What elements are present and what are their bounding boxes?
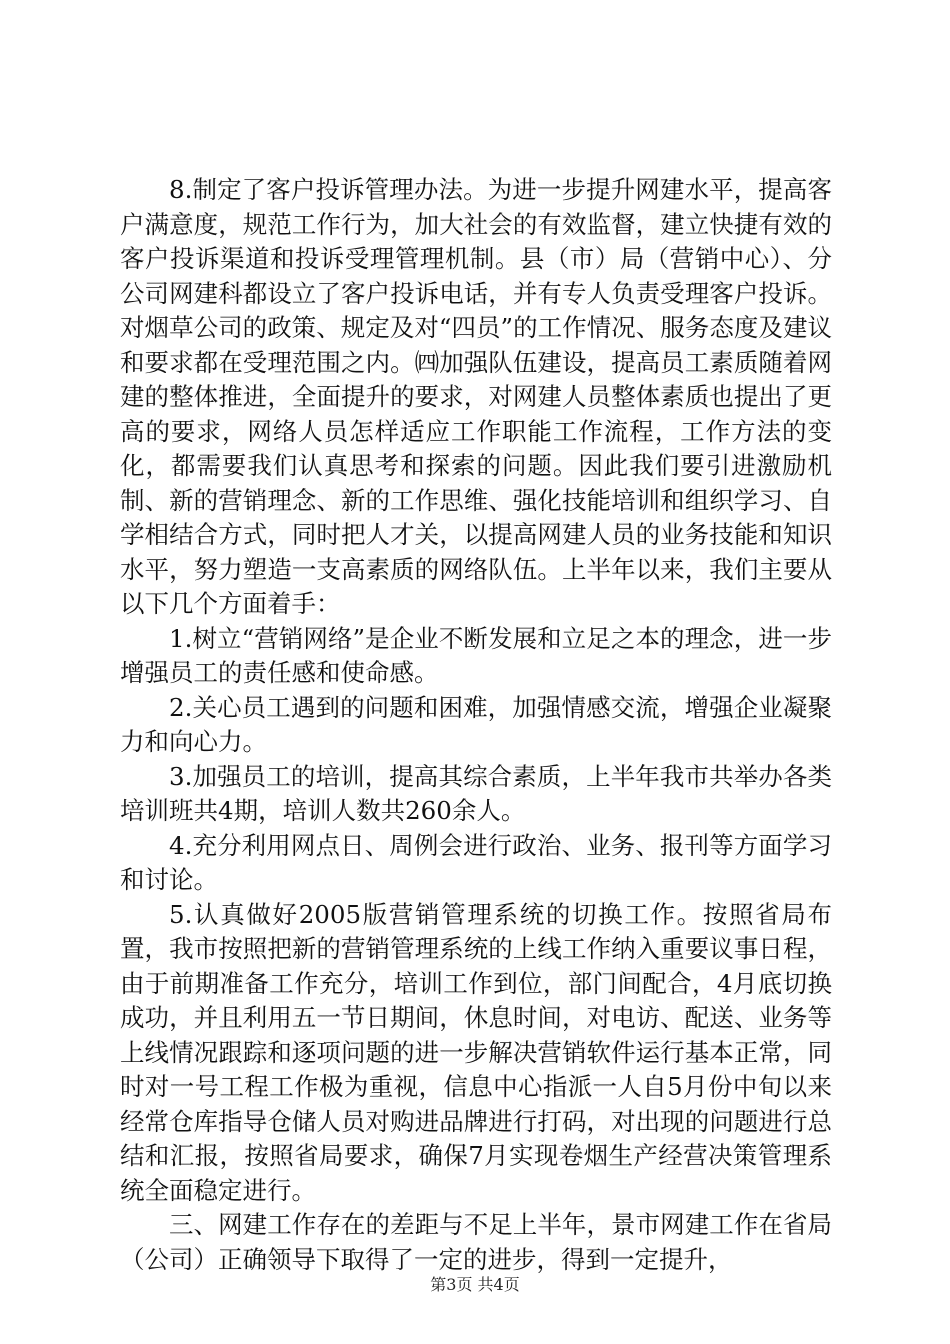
paragraph-item-1: 1.树立“营销网络”是企业不断发展和立足之本的理念，进一步增强员工的责任感和使命感。: [120, 623, 832, 687]
paragraph-item-2: 2.关心员工遇到的问题和困难，加强情感交流，增强企业凝聚力和向心力。: [120, 692, 832, 756]
paragraph-item-5: 5.认真做好2005版营销管理系统的切换工作。按照省局布置，我市按照把新的营销管理系统的上线工作纳入重要议事日程，由于前期准备工作充分，培训工作到位，部门间配合，4月底切换成功，并且利用五一节日期间，休息时间，对电访、配送、业务等上线情况跟踪和逐项问题的进一步解决营销软件运行基本正常，同时对一号工程工作极为重视，信息中心指派一人自5月份中旬以来经常仓库指导仓储人员对购进品牌进行打码，对出现的问题进行总结和汇报，按照省局要求，确保7月实现卷烟生产经营决策管理系统全面稳定进行。: [120, 899, 832, 1205]
page-footer: [0, 1272, 950, 1295]
page-number-label: 第3页 共4页: [430, 1275, 520, 1294]
paragraph-item-4: 4.充分利用网点日、周例会进行政治、业务、报刊等方面学习和讨论。: [120, 830, 832, 894]
paragraph-section-three: 三、网建工作存在的差距与不足上半年，景市网建工作在省局（公司）正确领导下取得了一定的进步，得到一定提升，: [120, 1210, 832, 1274]
paragraph-complaint-management: 8.制定了客户投诉管理办法。为进一步提升网建水平，提高客户满意度，规范工作行为，加大社会的有效监督，建立快捷有效的客户投诉渠道和投诉受理管理机制。县（市）局（营销中心）、分公司网建科都设立了客户投诉电话，并有专人负责受理客户投诉。对烟草公司的政策、规定及对“四员”的工作情况、服务态度及建议和要求都在受理范围之内。㈣加强队伍建设，提高员工素质随着网建的整体推进，全面提升的要求，对网建人员整体素质也提出了更高的要求，网络人员怎样适应工作职能工作流程，工作方法的变化，都需要我们认真思考和探索的问题。因此我们要引进激励机制、新的营销理念、新的工作思维、强化技能培训和组织学习、自学相结合方式，同时把人才关，以提高网建人员的业务技能和知识水平，努力塑造一支高素质的网络队伍。上半年以来，我们主要从以下几个方面着手：: [120, 175, 832, 618]
paragraph-item-3: 3.加强员工的培训，提高其综合素质，上半年我市共举办各类培训班共4期，培训人数共260余人。: [120, 761, 832, 825]
document-body: [120, 173, 832, 1277]
